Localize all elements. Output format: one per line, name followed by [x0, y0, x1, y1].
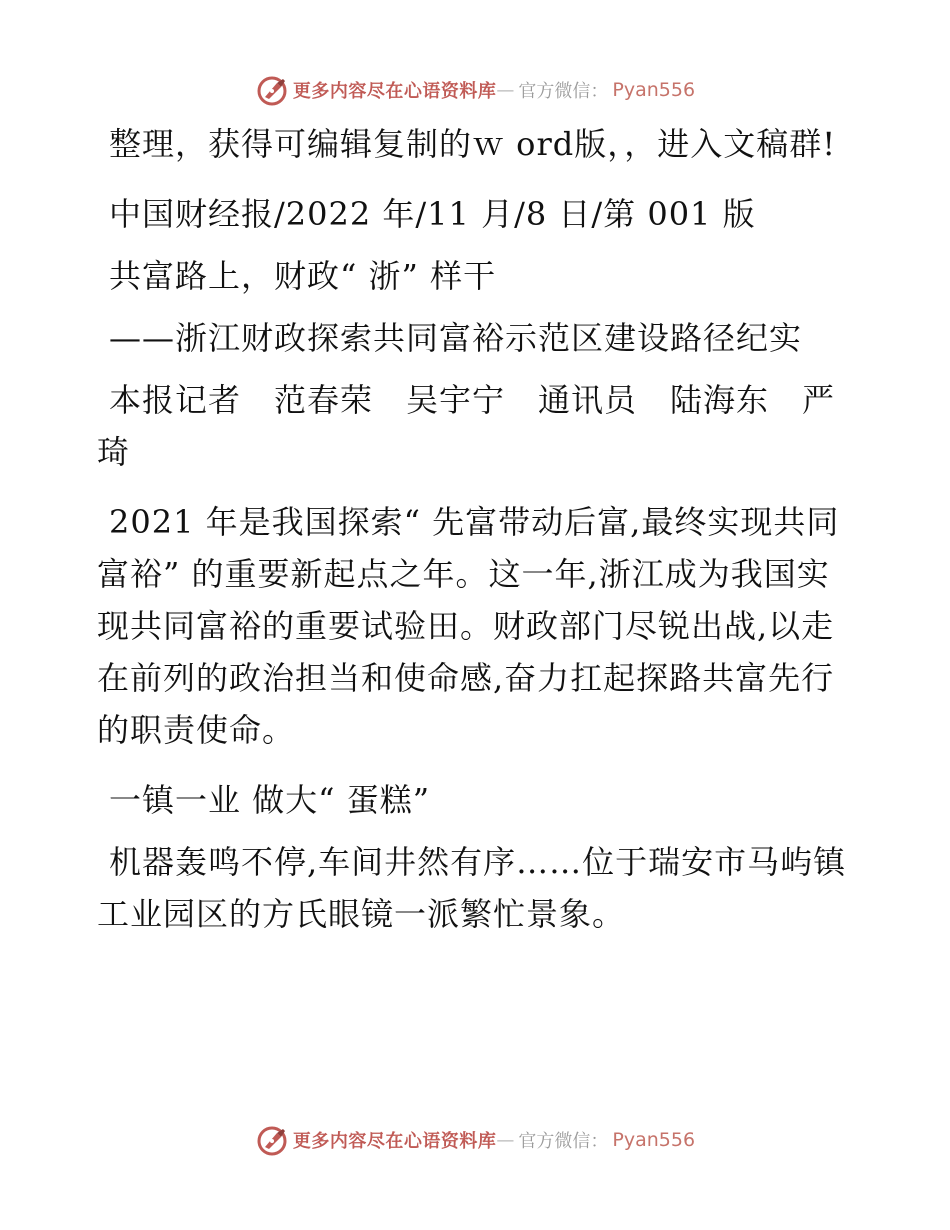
- section-heading: 一镇一业 做大“ 蛋糕”: [109, 781, 431, 819]
- intro-paragraph: 整理，获得可编辑复制的ｗ ord版，，进入文稿群!: [109, 125, 837, 163]
- pen-nib-logo-icon: [255, 73, 289, 107]
- watermark-text: 更多内容尽在心语资料库: [292, 81, 497, 102]
- watermark-wechat-label: 官方微信：: [518, 81, 609, 102]
- watermark-wechat-id: Pyan556: [612, 79, 696, 101]
- document-body: [97, 118, 857, 958]
- pen-nib-logo-icon: [255, 1123, 289, 1157]
- article-title: 共富路上，财政“ 浙” 样干: [109, 257, 497, 295]
- watermark-banner-bottom: [0, 1120, 950, 1160]
- body-paragraph: 机器轰鸣不停,车间井然有序……位于瑞安市马屿镇工业园区的方氏眼镜一派繁忙景象。: [97, 843, 847, 933]
- byline: 本报记者 范春荣 吴宇宁 通讯员 陆海东 严琦: [97, 381, 836, 471]
- source-line: 中国财经报/2022 年/11 月/8 日/第 001 版: [109, 195, 756, 233]
- lead-paragraph: 2021 年是我国探索“ 先富带动后富,最终实现共同富裕” 的重要新起点之年。这一年,浙江成为我国实现共同富裕的重要试验田。财政部门尽锐出战,以走在前列的政治担当和使命感,奋力扛起探路共富先行的职责使命。: [97, 503, 840, 749]
- watermark-separator: —: [496, 1129, 515, 1151]
- watermark-separator: —: [496, 79, 515, 101]
- watermark-wechat-id: Pyan556: [612, 1129, 696, 1151]
- watermark-text: 更多内容尽在心语资料库: [292, 1131, 497, 1152]
- watermark-wechat-label: 官方微信：: [518, 1131, 609, 1152]
- article-subtitle: ——浙江财政探索共同富裕示范区建设路径纪实: [109, 319, 803, 357]
- watermark-banner-top: [0, 70, 950, 110]
